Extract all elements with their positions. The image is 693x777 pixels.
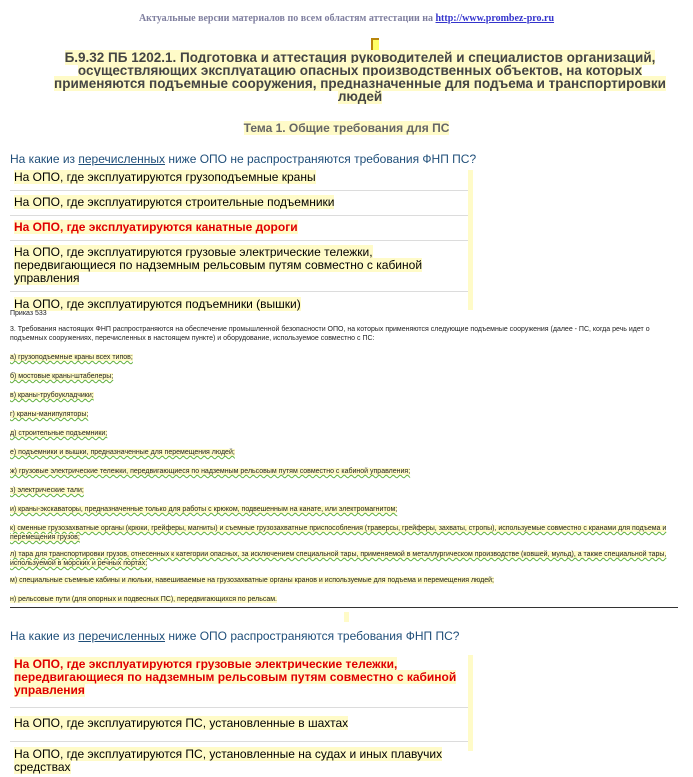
question-1-text-underlined: перечисленных bbox=[78, 152, 166, 166]
reference-item-text: и) краны-экскаваторы, предназначенные только для работы с крюком, подвешенным на канате, или электромагнитом; bbox=[10, 506, 398, 513]
answer-text: На ОПО, где эксплуатируются канатные дороги bbox=[14, 220, 298, 234]
reference-paragraph: 3. Требования настоящих ФНП распространяются на обеспечение промышленной безопасности ОПО, на которых применяются следующие подъемные сооружения (далее - ПС, когда речь идет о подъемных сооружениях, перечисленных в настоящем пункте) и оборудование, используемое совместно с ПС: bbox=[10, 326, 650, 342]
reference-item bbox=[10, 429, 678, 438]
question-1-text-start: На какие из bbox=[10, 152, 79, 166]
question-2-text-end: ниже ОПО распространяются требования ФНП ПС? bbox=[165, 629, 460, 643]
question-1-answers bbox=[10, 166, 470, 316]
reference-item bbox=[10, 595, 678, 604]
source-note bbox=[0, 13, 693, 24]
document-title bbox=[40, 51, 680, 103]
order-reference: Приказ 533 bbox=[10, 310, 47, 317]
answer-text: На ОПО, где эксплуатируются подъемники (вышки) bbox=[14, 297, 301, 311]
answer-text: На ОПО, где эксплуатируются ПС, установленные в шахтах bbox=[14, 716, 349, 730]
reference-item bbox=[10, 448, 678, 457]
answer-option-correct[interactable] bbox=[10, 652, 470, 708]
reference-item-text: м) специальные съемные кабины и люльки, навешиваемые на грузозахватные органы кранов и используемые для подъема и перемещения людей; bbox=[10, 577, 494, 584]
section-divider bbox=[10, 607, 678, 608]
reference-item bbox=[10, 505, 678, 514]
reference-item bbox=[10, 410, 678, 419]
reference-item bbox=[10, 391, 678, 400]
document-title-text: Б.9.32 ПБ 1202.1. Подготовка и аттестация руководителей и специалистов организаций, осуществляющих эксплуатацию опасных производственных объектов, на которых применяются подъемные сооружения, предназначенные для подъема и транспортировки людей bbox=[54, 50, 666, 104]
source-note-text: Актуальные версии материалов по всем областям аттестации на bbox=[138, 13, 436, 24]
reference-item bbox=[10, 353, 678, 362]
reference-item-text: в) краны-трубоукладчики; bbox=[10, 392, 94, 399]
reference-item bbox=[10, 372, 678, 381]
answer-option-correct[interactable] bbox=[10, 216, 470, 241]
answer-text: На ОПО, где эксплуатируются ПС, установленные на судах и иных плавучих средствах bbox=[14, 747, 443, 774]
reference-item bbox=[10, 576, 678, 585]
highlight-mark bbox=[344, 612, 349, 622]
reference-item-text: а) грузоподъемные краны всех типов; bbox=[10, 354, 133, 361]
answer-text: На ОПО, где эксплуатируются грузовые электрические тележки, передвигающиеся по надземным рельсовым путям совместно с кабиной управления bbox=[14, 657, 457, 697]
question-2-text-underlined: перечисленных bbox=[78, 629, 166, 643]
highlight-bar bbox=[468, 655, 473, 751]
reference-item-text: б) мостовые краны-штабелеры; bbox=[10, 373, 114, 380]
answer-option[interactable] bbox=[10, 708, 470, 742]
reference-item-text: н) рельсовые пути (для опорных и подвесных ПС), передвигающихся по рельсам. bbox=[10, 596, 277, 603]
answer-option[interactable] bbox=[10, 742, 470, 777]
source-link[interactable]: http://www.prombez-pro.ru bbox=[435, 13, 555, 24]
reference-item bbox=[10, 524, 678, 542]
reference-item-text: г) краны-манипуляторы; bbox=[10, 411, 89, 418]
answer-text: На ОПО, где эксплуатируются грузоподъемные краны bbox=[14, 170, 316, 184]
reference-item-text: з) электрические тали; bbox=[10, 487, 84, 494]
reference-item-text: ж) грузовые электрические тележки, передвигающиеся по надземным рельсовым путям совместно с кабиной управления; bbox=[10, 468, 411, 475]
question-2-text-start: На какие из bbox=[10, 629, 79, 643]
question-2 bbox=[10, 629, 459, 643]
answer-text: На ОПО, где эксплуатируются грузовые электрические тележки, передвигающиеся по надземным рельсовым путям совместно с кабиной управления bbox=[14, 245, 423, 285]
question-1-text-end: ниже ОПО не распространяются требования ФНП ПС? bbox=[165, 152, 477, 166]
topic-heading-text: Тема 1. Общие требования для ПС bbox=[243, 121, 450, 135]
reference-block bbox=[10, 309, 678, 604]
reference-item-text: е) подъемники и вышки, предназначенные для перемещения людей; bbox=[10, 449, 235, 456]
reference-item-text: к) сменные грузозахватные органы (крюки, грейферы, магниты) и съемные грузозахватные приспособления (траверсы, грейферы, захваты, стропы), используемые совместно с кранами для подъема и перемещения грузов; bbox=[10, 525, 667, 541]
reference-item-text: д) строительные подъемники; bbox=[10, 430, 108, 437]
answer-text: На ОПО, где эксплуатируются строительные подъемники bbox=[14, 195, 335, 209]
topic-heading bbox=[0, 121, 693, 135]
question-2-answers bbox=[10, 652, 470, 777]
highlight-bar bbox=[468, 170, 473, 310]
answer-option[interactable] bbox=[10, 166, 470, 191]
answer-option[interactable] bbox=[10, 191, 470, 216]
reference-item bbox=[10, 467, 678, 476]
reference-item bbox=[10, 486, 678, 495]
question-1 bbox=[10, 152, 476, 166]
reference-item bbox=[10, 550, 678, 568]
reference-item-text: л) тара для транспортировки грузов, отнесенных к категории опасных, за исключением специальной тары, применяемой в металлургическом производстве (ковшей, мульд), а также специальной тары, используемой в морских и речных портах; bbox=[10, 551, 667, 567]
answer-option[interactable] bbox=[10, 241, 470, 292]
